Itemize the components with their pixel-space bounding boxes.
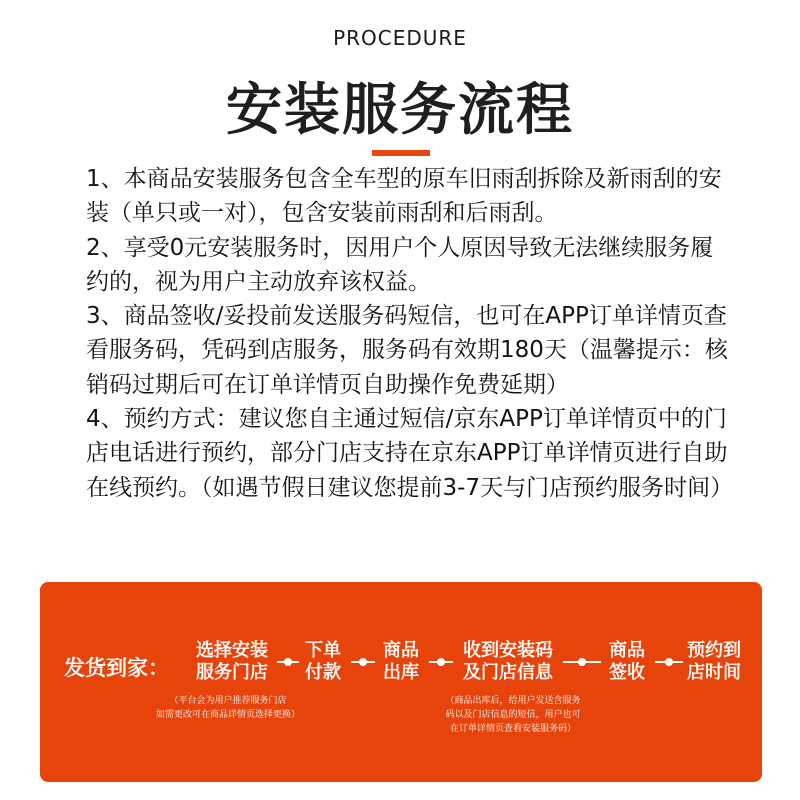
step-line: 服务门店 <box>196 662 268 683</box>
connector-dot <box>665 658 673 666</box>
term-item: 4、预约方式：建议您自主通过短信/京东APP订单详情页中的门店电话进行预约，部分门店支持在京东APP订单详情页进行自助在线预约。（如遇节假日建议您提前3-7天与门店预约服务时间） <box>86 406 734 501</box>
flow-lead-label: 发货到家： <box>64 656 169 680</box>
step-line: 店时间 <box>687 662 741 683</box>
connector-dot <box>284 658 292 666</box>
step-line: 商品 <box>609 640 645 661</box>
flow-step-sign <box>602 640 652 684</box>
note-line: 码以及门店信息的短信，用户也可 <box>445 710 581 720</box>
flow-note-code <box>423 694 603 736</box>
flow-step-dispatch <box>376 640 426 684</box>
flow-note-store <box>128 694 328 722</box>
page-title: 安装服务流程 <box>226 78 574 143</box>
flow-step-receive-code <box>456 640 560 684</box>
note-line: 在订单详情页查看安装服务码） <box>449 724 576 734</box>
procedure-label: PROCEDURE <box>333 26 467 50</box>
connector-dot <box>437 658 445 666</box>
step-line: 签收 <box>609 662 645 683</box>
step-line: 出库 <box>383 662 419 683</box>
step-line: 商品 <box>383 640 419 661</box>
step-line: 收到安装码 <box>463 640 553 661</box>
note-line: （平台会为用户推荐服务门店 <box>169 696 287 706</box>
step-line: 预约到 <box>687 640 741 661</box>
terms-text <box>86 162 736 505</box>
flow-step-order-pay <box>298 640 348 684</box>
flow-step-appointment <box>682 640 746 684</box>
step-line: 选择安装 <box>196 640 268 661</box>
note-line: （商品出库后，给用户发送含服务 <box>445 696 581 706</box>
flow-step-choose-store <box>188 640 276 684</box>
connector-dot <box>359 658 367 666</box>
process-flow-banner <box>40 582 762 782</box>
connector-dot <box>578 658 586 666</box>
step-line: 下单 <box>305 640 341 661</box>
term-item: 2、享受0元安装服务时，因用户个人原因导致无法继续服务履约的，视为用户主动放弃该权益。 <box>86 234 714 295</box>
note-line: 如需更改可在商品详情页选择更换） <box>155 710 300 720</box>
step-line: 及门店信息 <box>463 662 553 683</box>
term-item: 3、商品签收/妥投前发送服务码短信，也可在APP订单详情页查看服务码，凭码到店服务，服务码有效期180天（温馨提示：核销码过期后可在订单详情页自助操作免费延期） <box>86 303 728 398</box>
accent-bar <box>372 150 430 156</box>
step-line: 付款 <box>305 662 341 683</box>
term-item: 1、本商品安装服务包含全车型的原车旧雨刮拆除及新雨刮的安装（单只或一对），包含安装前雨刮和后雨刮。 <box>86 166 722 227</box>
